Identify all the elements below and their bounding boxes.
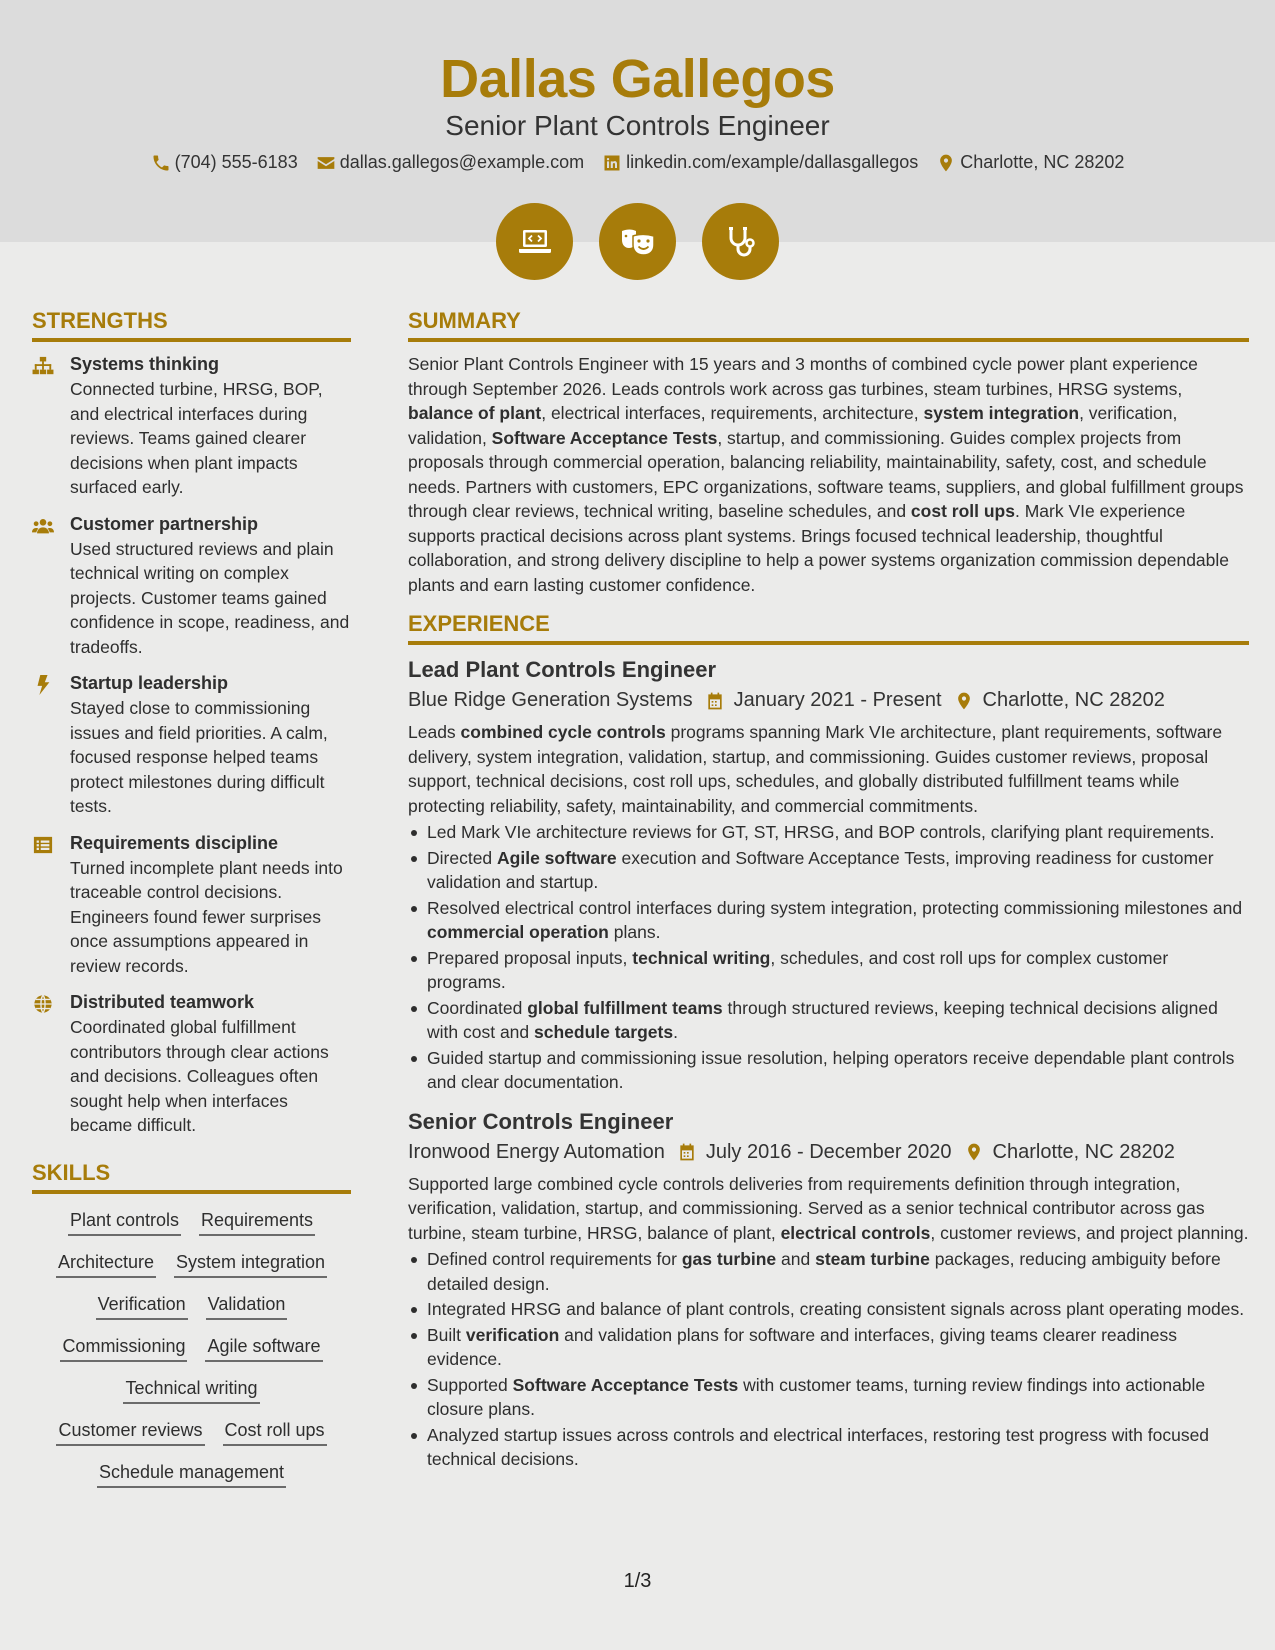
envelope-icon xyxy=(316,153,336,173)
job-role: Lead Plant Controls Engineer xyxy=(408,657,717,682)
job-description: Leads combined cycle controls programs spanning Mark VIe architecture, plant requirements, software delivery, system integration, validation, startup, and commissioning. Guides customer reviews, proposal support, technical decisions, cost roll ups, schedules, and globally distributed fulfillment teams while protecting reliability, safety, maintainability, and commercial commitments. xyxy=(408,722,1223,816)
job-description: Supported large combined cycle controls deliveries from requirements definition through integration, verification, validation, startup, and commissioning. Served as a senior technical contributor across gas turbine, steam turbine, HRSG, balance of plant, electrical controls, customer reviews, and project planning. xyxy=(408,1173,1249,1243)
job-company: Blue Ridge Generation Systems xyxy=(408,689,693,711)
main-column xyxy=(408,308,1249,1486)
bullet-item: Prepared proposal inputs, technical writing, schedules, and cost roll ups for complex customer programs. xyxy=(408,946,1249,995)
laptop-code-icon xyxy=(515,222,555,262)
job-bullets xyxy=(408,820,1249,1095)
contact-bar xyxy=(0,152,1275,173)
strengths-heading: STRENGTHS xyxy=(32,308,351,342)
strength-title: Startup leadership xyxy=(70,673,229,693)
strength-desc: Connected turbine, HRSG, BOP, and electrical interfaces during reviews. Teams gained clearer decisions when plant impacts surfaced early. xyxy=(70,379,323,497)
email-text: dallas.gallegos@example.com xyxy=(339,152,585,172)
job-location: Charlotte, NC 28202 xyxy=(992,1140,1175,1163)
interest-badges xyxy=(0,203,1275,280)
location-text: Charlotte, NC 28202 xyxy=(960,152,1125,172)
list-alt-icon xyxy=(32,835,54,855)
skills-list xyxy=(32,1208,351,1488)
strength-item xyxy=(32,833,351,979)
emphasis-text: steam turbine xyxy=(815,1249,930,1269)
map-marker-icon xyxy=(954,691,974,711)
candidate-title: Senior Plant Controls Engineer xyxy=(445,110,830,141)
contact-phone[interactable] xyxy=(151,152,298,173)
emphasis-text: Software Acceptance Tests xyxy=(491,427,718,448)
job-dates: July 2016 - December 2020 xyxy=(705,1140,952,1163)
theater-masks-icon xyxy=(618,222,658,262)
skill-tag: Schedule management xyxy=(97,1462,286,1488)
skill-tag: Requirements xyxy=(199,1210,315,1236)
job-entry xyxy=(408,1109,1249,1472)
skill-tag: Technical writing xyxy=(123,1378,259,1404)
bullet-item: Directed Agile software execution and Software Acceptance Tests, improving readiness for customer validation and startup. xyxy=(408,846,1249,895)
bolt-icon xyxy=(32,675,54,695)
contact-linkedin[interactable] xyxy=(602,152,918,173)
strength-title: Systems thinking xyxy=(70,354,220,374)
emphasis-text: electrical controls xyxy=(780,1222,931,1243)
skill-tag: Commissioning xyxy=(60,1336,187,1362)
phone-text: (704) 555-6183 xyxy=(174,152,298,172)
bullet-item: Led Mark VIe architecture reviews for GT, ST, HRSG, and BOP controls, clarifying plant requirements. xyxy=(408,820,1249,845)
emphasis-text: combined cycle controls xyxy=(460,722,666,742)
strength-title: Requirements discipline xyxy=(70,832,279,853)
phone-icon xyxy=(151,153,171,173)
skill-tag: Verification xyxy=(96,1294,188,1320)
skill-tag: Architecture xyxy=(56,1252,156,1278)
strength-desc: Coordinated global fulfillment contributors through clear actions and decisions. Colleagues often sought help when interfaces became difficult. xyxy=(70,1017,329,1135)
job-location: Charlotte, NC 28202 xyxy=(982,689,1165,711)
linkedin-text: linkedin.com/example/dallasgallegos xyxy=(626,152,919,172)
page-number: 1/3 xyxy=(623,1570,652,1592)
strength-item xyxy=(32,992,351,1138)
bullet-item: Guided startup and commissioning issue resolution, helping operators receive dependable plant controls and clear documentation. xyxy=(408,1046,1249,1095)
experience-heading: EXPERIENCE xyxy=(408,611,1249,645)
map-marker-icon xyxy=(936,153,956,173)
strength-desc: Stayed close to commissioning issues and field priorities. A calm, focused response helped teams protect milestones during difficult tests. xyxy=(70,698,328,816)
strength-title: Distributed teamwork xyxy=(70,992,255,1012)
users-icon xyxy=(32,516,54,536)
bullet-item: Built verification and validation plans for software and interfaces, giving teams clearer readiness evidence. xyxy=(408,1323,1249,1372)
job-bullets xyxy=(408,1247,1249,1472)
bullet-item: Resolved electrical control interfaces during system integration, protecting commissioning milestones and commercial operation plans. xyxy=(408,896,1249,945)
emphasis-text: system integration xyxy=(923,403,1080,423)
bullet-item: Defined control requirements for gas turbine and steam turbine packages, reducing ambiguity before detailed design. xyxy=(408,1247,1249,1296)
job-dates: January 2021 - Present xyxy=(733,689,942,711)
strength-item xyxy=(32,354,351,500)
bullet-item: Integrated HRSG and balance of plant controls, creating consistent signals across plant operating modes. xyxy=(408,1297,1249,1322)
bullet-item: Coordinated global fulfillment teams through structured reviews, keeping technical decisions aligned with cost and schedule targets. xyxy=(408,996,1249,1045)
summary-heading: SUMMARY xyxy=(408,308,1249,342)
strength-desc: Turned incomplete plant needs into traceable control decisions. Engineers found fewer surprises once assumptions appeared in review records. xyxy=(70,857,343,976)
bullet-item: Analyzed startup issues across controls and electrical interfaces, restoring test progress with focused technical decisions. xyxy=(408,1423,1249,1472)
skill-tag: System integration xyxy=(174,1252,327,1278)
stethoscope-icon xyxy=(721,222,761,262)
contact-email[interactable] xyxy=(316,152,584,173)
skill-tag: Agile software xyxy=(205,1336,322,1362)
linkedin-icon xyxy=(602,153,622,173)
emphasis-text: Agile software xyxy=(497,847,617,868)
emphasis-text: schedule targets xyxy=(534,1022,674,1042)
job-meta xyxy=(408,689,1249,712)
globe-icon xyxy=(32,994,54,1014)
emphasis-text: global fulfillment teams xyxy=(527,997,723,1018)
strength-item xyxy=(32,514,351,660)
skills-heading: SKILLS xyxy=(32,1160,351,1194)
skill-tag: Cost roll ups xyxy=(223,1420,327,1446)
skill-tag: Plant controls xyxy=(68,1210,181,1236)
job-entry xyxy=(408,657,1249,1095)
emphasis-text: technical writing xyxy=(632,947,771,968)
emphasis-text: Software Acceptance Tests xyxy=(512,1374,739,1395)
skill-tag: Validation xyxy=(206,1294,288,1320)
emphasis-text: cost roll ups xyxy=(910,501,1015,521)
job-company: Ironwood Energy Automation xyxy=(408,1140,665,1163)
bullet-item: Supported Software Acceptance Tests with customer teams, turning review findings into actionable closure plans. xyxy=(408,1373,1249,1422)
theater-masks-badge xyxy=(599,203,676,280)
calendar-icon xyxy=(677,1142,697,1162)
sitemap-icon xyxy=(32,356,54,376)
emphasis-text: gas turbine xyxy=(681,1249,777,1269)
calendar-icon xyxy=(705,691,725,711)
candidate-name: Dallas Gallegos xyxy=(440,49,835,109)
job-meta xyxy=(408,1141,1249,1164)
contact-location xyxy=(936,152,1124,173)
emphasis-text: commercial operation xyxy=(427,922,609,942)
emphasis-text: balance of plant xyxy=(408,403,542,423)
map-marker-icon xyxy=(964,1142,984,1162)
sidebar xyxy=(32,308,351,1488)
emphasis-text: verification xyxy=(465,1324,560,1345)
laptop-code-badge xyxy=(496,203,573,280)
strength-title: Customer partnership xyxy=(70,513,259,534)
stethoscope-badge xyxy=(702,203,779,280)
summary-text: Senior Plant Controls Engineer with 15 years and 3 months of combined cycle power plant experience through September 2026. Leads controls work across gas turbines, steam turbines, HRSG systems, balance of plant, electrical interfaces, requirements, architecture, system integration, verification, validation, Software Acceptance Tests, startup, and commissioning. Guides complex projects from proposals through commercial operation, balancing reliability, maintainability, safety, cost, and schedule needs. Partners with customers, EPC organizations, software teams, suppliers, and global fulfillment groups through clear reviews, technical writing, baseline schedules, and cost roll ups. Mark VIe experience supports practical decisions across plant systems. Brings focused technical leadership, thoughtful collaboration, and strong delivery discipline to help a power systems organization commission dependable plants and earn lasting customer confidence. xyxy=(408,354,1244,595)
strength-item xyxy=(32,673,351,819)
job-role: Senior Controls Engineer xyxy=(408,1108,674,1134)
strength-desc: Used structured reviews and plain technical writing on complex projects. Customer teams gained confidence in scope, readiness, and tradeoffs. xyxy=(70,538,350,657)
skill-tag: Customer reviews xyxy=(56,1420,204,1446)
